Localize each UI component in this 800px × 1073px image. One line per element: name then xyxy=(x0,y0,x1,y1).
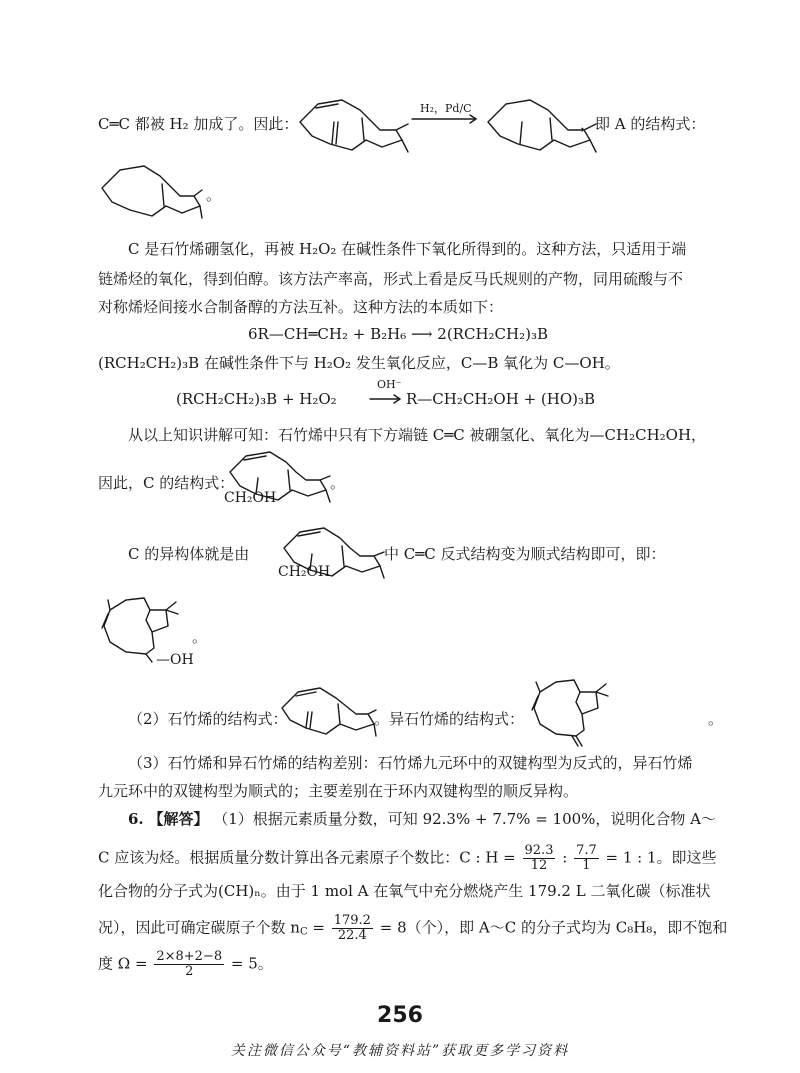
reaction-arrow xyxy=(410,114,480,124)
part-2-end-dot: 。 xyxy=(708,710,724,728)
oh-label: —OH xyxy=(156,652,194,668)
molecule-caryophyllene-1 xyxy=(290,92,410,162)
fraction-carbon: $\frac{92.3}{12}$ xyxy=(524,843,554,873)
ratio-text: C 应该为烃。根据质量分数计算出各元素原子个数比：C : H = xyxy=(98,848,516,867)
paragraph-3: 从以上知识讲解可知：石竹烯中只有下方端链 C═C 被硼氢化、氧化为—CH₂CH₂OH， xyxy=(128,426,707,444)
unsaturation-label: 度 Ω = xyxy=(98,954,148,973)
carbon-count-text: 况），因此可确定碳原子个数 n xyxy=(98,918,300,937)
equation-1: 6R—CH═CH₂ + B₂H₆ ⟶ 2(RCH₂CH₂)₃B xyxy=(248,325,548,343)
text-line-1a: C═C 都被 H₂ 加成了。因此： xyxy=(98,115,299,133)
footer-note: 关注微信公众号“教辅资料站”获取更多学习资料 xyxy=(230,1043,570,1059)
paragraph-1-line-2: 链烯烃的氧化，得到伯醇。该方法产率高，形式上看是反马氏规则的产物，同用硫酸与不 xyxy=(98,270,684,288)
molecule-structure-A xyxy=(94,160,204,230)
text-line-2-dot: 。 xyxy=(206,186,222,204)
text-line-1b: ，即 A 的结构式： xyxy=(580,115,706,133)
fraction-moles: $\frac{179.2}{22.4}$ xyxy=(333,913,371,943)
ch2oh-label-1: CH₂OH xyxy=(224,490,277,506)
fraction-hydrogen: $\frac{7.7}{1}$ xyxy=(576,843,597,873)
ch2oh-label-2: CH₂OH xyxy=(278,564,331,580)
carbon-count-result: = 8（个），即 A～C 的分子式均为 C₈H₈，即不饱和 xyxy=(379,918,728,937)
question-6-line-4: 况），因此可确定碳原子个数 $n_C$ = $\frac{179.2}{22.4}$ = 8（个），即 A～C 的分子式均为 C₈H₈，即不饱和 xyxy=(98,913,728,943)
ratio-result: = 1 : 1。即这些 xyxy=(605,848,717,867)
question-6-line-1 xyxy=(128,808,716,830)
molecule-isocaryophyllene xyxy=(522,672,702,752)
question-6-line-2: C 应该为烃。根据质量分数计算出各元素原子个数比：C : H = $\frac{92.3}{12}$ : $\frac{7.7}{1}$ = 1 : 1。即这些 xyxy=(98,843,717,873)
paragraph-4a: 因此，C 的结构式： xyxy=(98,474,235,492)
equation-2-condition: OH⁻ xyxy=(377,378,402,391)
reaction-condition: H₂，Pd/C xyxy=(420,102,472,115)
equation-2-right: R—CH₂CH₂OH + (HO)₃B xyxy=(406,390,596,408)
equation-2-arrow xyxy=(368,394,404,404)
question-number: 6. xyxy=(128,810,144,828)
paragraph-5a: C 的异构体就是由 xyxy=(128,545,250,563)
paragraph-4b: 。 xyxy=(330,474,346,492)
page-number: 256 xyxy=(377,1003,423,1028)
part-3-line-1: （3）石竹烯和异石竹烯的结构差别：石竹烯九元环中的双键构型为反式的，异石竹烯 xyxy=(128,754,693,772)
question-6-line-5 xyxy=(98,950,273,979)
paragraph-1-line-3: 对称烯烃间接水合制备醇的方法互补。这种方法的本质如下： xyxy=(98,298,504,316)
fraction-unsaturation: $\frac{2\times 8+2-8}{2}$ xyxy=(156,949,223,979)
molecule-caryophyllene-2 xyxy=(274,684,378,744)
cis-isomer-dot: 。 xyxy=(192,628,208,646)
equation-2-left: (RCH₂CH₂)₃B + H₂O₂ xyxy=(176,390,337,408)
question-6-line-3: 化合物的分子式为(CH)ₙ。由于 1 mol A 在氧气中充分燃烧产生 179.2 L 二氧化碳（标准状 xyxy=(98,882,711,900)
part-3-line-2: 九元环中的双键构型为顺式的；主要差别在于环内双键构型的顺反异构。 xyxy=(98,782,579,800)
paragraph-2: (RCH₂CH₂)₃B 在碱性条件下与 H₂O₂ 发生氧化反应，C—B 氧化为 C—OH。 xyxy=(98,354,620,372)
answer-tag: 【解答】 xyxy=(148,810,209,828)
part-2-label: （2）石竹烯的结构式： xyxy=(128,710,288,728)
paragraph-1-line-1: C 是石竹烯硼氢化，再被 H₂O₂ 在碱性条件下氧化所得到的。这种方法，只适用于端 xyxy=(128,240,687,258)
unsaturation-result: = 5。 xyxy=(230,954,273,973)
question-6-text-1: （1）根据元素质量分数，可知 92.3% + 7.7% = 100%，说明化合物 A～ xyxy=(213,810,717,828)
part-2-isocaryophyllene-label: 。异石竹烯的结构式： xyxy=(374,710,525,728)
paragraph-5b: 中 C═C 反式结构变为顺式结构即可，即： xyxy=(384,545,666,563)
